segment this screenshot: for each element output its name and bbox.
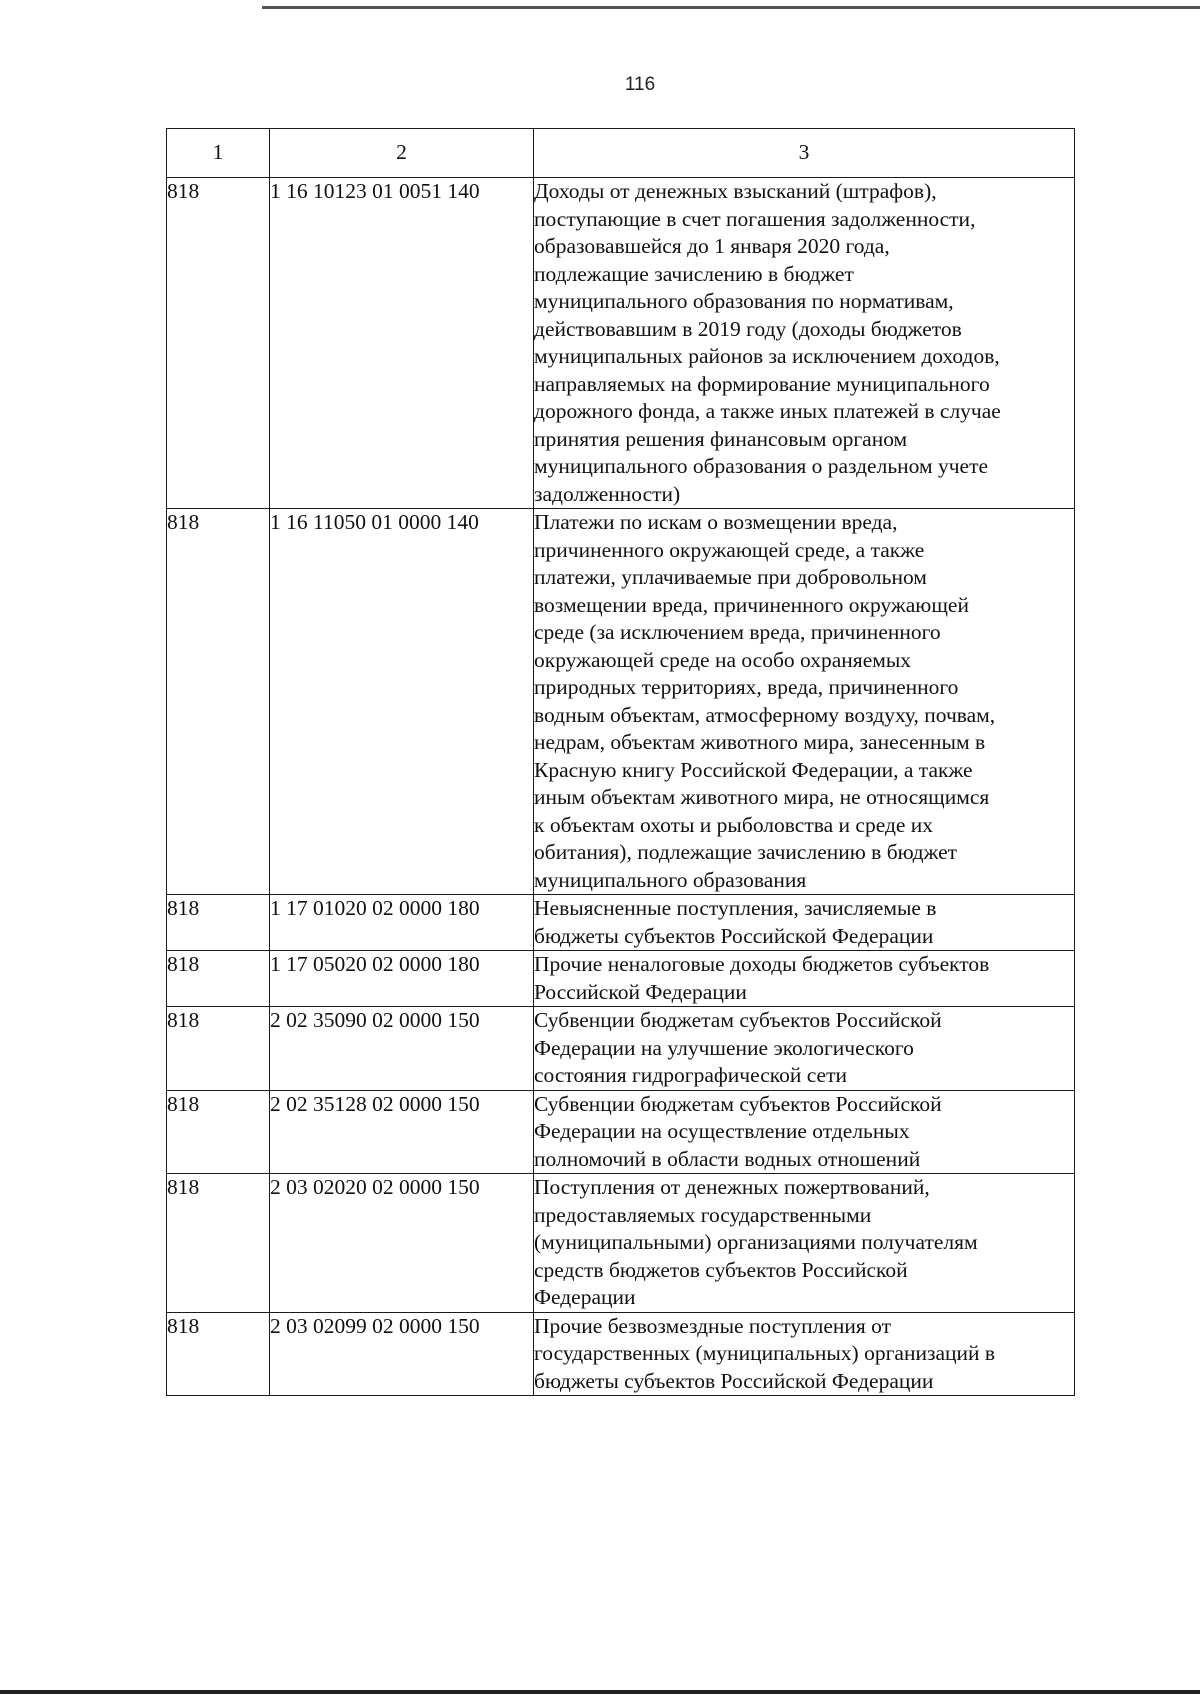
- description-line: муниципальных районов за исключением доходов,: [534, 344, 1000, 368]
- page-number: 116: [624, 74, 656, 95]
- description-line: действовавшим в 2019 году (доходы бюджетов: [534, 316, 962, 341]
- description-line: Федерации на осуществление отдельных: [534, 1119, 910, 1143]
- description-cell: [534, 895, 1075, 951]
- budget-classification-code-cell: 1 16 10123 01 0051 140: [270, 178, 534, 509]
- description-line: полномочий в области водных отношений: [534, 1146, 921, 1171]
- description-cell: [534, 509, 1075, 895]
- description-line: Платежи по искам о возмещении вреда,: [534, 510, 898, 534]
- description-line: государственных (муниципальных) организаций в: [534, 1341, 996, 1365]
- description-line: средств бюджетов субъектов Российской: [534, 1257, 908, 1282]
- table-row: [167, 1312, 1075, 1396]
- budget-classification-code-cell: 1 17 05020 02 0000 180: [270, 951, 534, 1007]
- table-body: [167, 178, 1075, 1396]
- admin-code-cell: 818: [167, 1312, 270, 1396]
- description-line: обитания), подлежащие зачислению в бюджет: [534, 840, 958, 864]
- description-line: Федерации: [534, 1285, 636, 1309]
- table-row: [167, 895, 1075, 951]
- description-line: недрам, объектам животного мира, занесенным в: [534, 730, 986, 754]
- description-line: Прочие безвозмездные поступления от: [534, 1313, 892, 1338]
- budget-classification-code-cell: 2 02 35128 02 0000 150: [270, 1090, 534, 1174]
- description-line: причиненного окружающей среде, а также: [534, 537, 925, 562]
- description-line: дорожного фонда, а также иных платежей в случае: [534, 399, 1001, 423]
- description-line: Красную книгу Российской Федерации, а также: [534, 757, 973, 782]
- admin-code-cell: 818: [167, 509, 270, 895]
- description-line: Поступления от денежных пожертвований,: [534, 1175, 930, 1199]
- description-line: Субвенции бюджетам субъектов Российской: [534, 1008, 942, 1032]
- budget-classification-code-cell: 2 03 02099 02 0000 150: [270, 1312, 534, 1396]
- description-line: к объектам охоты и рыболовства и среде их: [534, 812, 934, 837]
- table-row: [167, 1090, 1075, 1174]
- admin-code-cell: 818: [167, 1090, 270, 1174]
- description-line: поступающие в счет погашения задолженности,: [534, 206, 976, 231]
- table-row: [167, 951, 1075, 1007]
- description-line: муниципального образования по нормативам,: [534, 289, 954, 313]
- table-row: [167, 178, 1075, 509]
- description-line: бюджеты субъектов Российской Федерации: [534, 923, 934, 948]
- description-line: (муниципальными) организациями получателям: [534, 1230, 978, 1254]
- header-row: [167, 129, 1075, 178]
- description-line: бюджеты субъектов Российской Федерации: [534, 1368, 934, 1393]
- description-line: Прочие неналоговые доходы бюджетов субъектов: [534, 952, 990, 976]
- description-line: окружающей среде на особо охраняемых: [534, 647, 912, 672]
- description-cell: [534, 951, 1075, 1007]
- description-line: муниципального образования: [534, 867, 807, 892]
- description-line: задолженности): [534, 481, 681, 506]
- column-header-1: 1: [167, 129, 270, 178]
- table-row: [167, 509, 1075, 895]
- budget-classification-code-cell: 2 03 02020 02 0000 150: [270, 1174, 534, 1313]
- description-line: направляемых на формирование муниципального: [534, 371, 990, 396]
- description-line: среде (за исключением вреда, причиненного: [534, 620, 941, 644]
- top-border-line: [262, 6, 1200, 9]
- admin-code-cell: 818: [167, 1007, 270, 1091]
- admin-code-cell: 818: [167, 178, 270, 509]
- description-line: Невыясненные поступления, зачисляемые в: [534, 896, 937, 920]
- admin-code-cell: 818: [167, 895, 270, 951]
- column-header-2: 2: [270, 129, 534, 178]
- column-header-3: 3: [534, 129, 1075, 178]
- description-cell: [534, 1312, 1075, 1396]
- description-cell: [534, 1090, 1075, 1174]
- description-cell: [534, 178, 1075, 509]
- table-header: [167, 129, 1075, 178]
- description-line: Доходы от денежных взысканий (штрафов),: [534, 179, 937, 203]
- table-row: [167, 1174, 1075, 1313]
- description-line: образовавшейся до 1 января 2020 года,: [534, 234, 890, 258]
- budget-classification-code-cell: 1 17 01020 02 0000 180: [270, 895, 534, 951]
- description-line: возмещении вреда, причиненного окружающей: [534, 592, 969, 617]
- description-line: иным объектам животного мира, не относящимся: [534, 785, 990, 809]
- revenue-codes-table: [166, 128, 1075, 1396]
- bottom-border-line: [0, 1690, 1200, 1694]
- description-cell: [534, 1174, 1075, 1313]
- description-cell: [534, 1007, 1075, 1091]
- budget-classification-code-cell: 2 02 35090 02 0000 150: [270, 1007, 534, 1091]
- admin-code-cell: 818: [167, 951, 270, 1007]
- description-line: Субвенции бюджетам субъектов Российской: [534, 1091, 942, 1116]
- description-line: предоставляемых государственными: [534, 1202, 872, 1227]
- description-line: природных территориях, вреда, причиненного: [534, 675, 959, 699]
- admin-code-cell: 818: [167, 1174, 270, 1313]
- description-line: платежи, уплачиваемые при добровольном: [534, 565, 927, 589]
- description-line: Российской Федерации: [534, 979, 747, 1004]
- description-line: подлежащие зачислению в бюджет: [534, 261, 854, 286]
- budget-classification-code-cell: 1 16 11050 01 0000 140: [270, 509, 534, 895]
- table-row: [167, 1007, 1075, 1091]
- description-line: состояния гидрографической сети: [534, 1063, 847, 1087]
- description-line: Федерации на улучшение экологического: [534, 1035, 914, 1060]
- description-line: муниципального образования о раздельном учете: [534, 454, 989, 478]
- description-line: принятия решения финансовым органом: [534, 426, 908, 451]
- description-line: водным объектам, атмосферному воздуху, почвам,: [534, 702, 996, 727]
